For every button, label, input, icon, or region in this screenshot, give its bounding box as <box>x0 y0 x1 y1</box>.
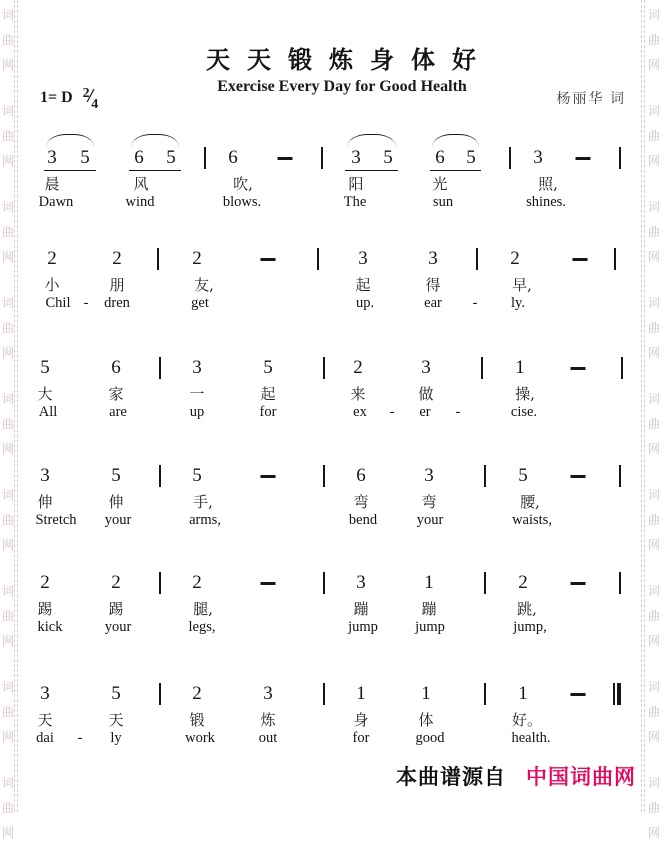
barline <box>481 357 483 379</box>
note-digit: 6 <box>228 147 238 168</box>
lyric-en: get <box>191 295 209 311</box>
barline <box>323 572 325 594</box>
note-digit: 1 <box>424 572 434 593</box>
note-digit: 2 <box>192 572 202 593</box>
note-digit: 3 <box>40 465 50 486</box>
note-digit: 1 <box>356 683 366 704</box>
lyric-en: up. <box>355 295 375 311</box>
duration-dash <box>261 258 276 261</box>
score-line <box>0 572 664 644</box>
score-line <box>0 465 664 537</box>
watermark-char: 曲 <box>647 225 660 239</box>
lyric-en: Chil <box>45 295 71 311</box>
watermark-char: 词 <box>647 296 660 310</box>
lyric-en: jump <box>348 619 378 635</box>
lyric-en: All <box>38 404 58 420</box>
watermark-char: 网 <box>1 730 14 744</box>
lyric-zh: 伸 <box>37 493 53 511</box>
barline <box>159 683 161 705</box>
lyric-en: blows. <box>222 194 262 210</box>
note-digit: 2 <box>353 357 363 378</box>
barline <box>323 357 325 379</box>
time-slash: / <box>87 85 94 107</box>
watermark-char: 词 <box>1 8 14 22</box>
watermark-char: 曲 <box>1 801 14 815</box>
lyric-en: are <box>109 404 127 420</box>
note-digit: 3 <box>47 147 57 168</box>
duration-dash <box>261 582 276 585</box>
eighth-beam <box>430 170 481 172</box>
lyric-en: for <box>352 730 370 746</box>
note-digit: 5 <box>383 147 393 168</box>
lyric-zh: 踢 <box>37 600 53 618</box>
watermark-char: 网 <box>647 154 660 168</box>
lyric-en: for <box>259 404 277 420</box>
final-barline-thick <box>617 683 621 705</box>
watermark-char: 词 <box>647 8 660 22</box>
lyric-zh: 锻 <box>189 711 205 729</box>
watermark-char: 曲 <box>1 33 14 47</box>
watermark-char: 词 <box>1 296 14 310</box>
footer <box>396 761 636 791</box>
watermark-char: 网 <box>647 634 660 648</box>
watermark-char: 词 <box>647 776 660 790</box>
eighth-beam <box>44 170 96 172</box>
watermark-char: 网 <box>647 250 660 264</box>
note-digit: 1 <box>515 357 525 378</box>
lyric-en: cise. <box>510 404 538 420</box>
watermark-char: 网 <box>647 826 660 840</box>
lyric-zh: 友, <box>194 276 214 294</box>
watermark-char: 网 <box>1 154 14 168</box>
lyric-zh: 吹, <box>233 175 253 193</box>
note-digit: 6 <box>435 147 445 168</box>
watermark-char: 曲 <box>1 705 14 719</box>
lyric-en: - <box>472 295 478 311</box>
lyric-zh: 操, <box>515 385 535 403</box>
lyric-en: shines. <box>526 194 566 210</box>
barline <box>159 572 161 594</box>
note-digit: 5 <box>518 465 528 486</box>
lyric-zh: 天 <box>37 711 53 729</box>
lyric-en: your <box>104 619 132 635</box>
lyric-en: wind <box>125 194 155 210</box>
lyricist-credit: 杨丽华 词 <box>556 92 626 107</box>
lyric-zh: 好。 <box>511 711 543 729</box>
lyric-en: Stretch <box>35 512 77 528</box>
lyric-en: bend <box>348 512 378 528</box>
lyric-zh: 得 <box>425 276 441 294</box>
lyric-en: jump, <box>513 619 547 635</box>
duration-dash <box>261 475 276 478</box>
note-digit: 5 <box>111 465 121 486</box>
score-line <box>0 248 664 320</box>
watermark-char: 曲 <box>1 225 14 239</box>
note-digit: 5 <box>40 357 50 378</box>
slur-arc <box>432 134 479 147</box>
note-digit: 2 <box>192 248 202 269</box>
note-digit: 2 <box>47 248 57 269</box>
lyric-zh: 小 <box>44 276 60 294</box>
barline <box>484 465 486 487</box>
note-digit: 3 <box>40 683 50 704</box>
lyric-zh: 阳 <box>348 175 364 193</box>
lyric-zh: 起 <box>260 385 276 403</box>
watermark-char: 曲 <box>1 609 14 623</box>
watermark-char: 曲 <box>647 33 660 47</box>
note-digit: 2 <box>112 248 122 269</box>
page-subtitle: Exercise Every Day for Good Health <box>217 78 467 95</box>
lyric-zh: 炼 <box>260 711 276 729</box>
lyric-en: up <box>189 404 205 420</box>
lyric-zh: 跳, <box>517 600 537 618</box>
note-digit: 5 <box>111 683 121 704</box>
lyric-en: ex <box>353 404 367 420</box>
note-digit: 3 <box>356 572 366 593</box>
note-digit: 2 <box>192 683 202 704</box>
watermark-char: 词 <box>1 584 14 598</box>
watermark-char: 词 <box>647 200 660 214</box>
watermark-char: 词 <box>1 680 14 694</box>
lyric-zh: 身 <box>353 711 369 729</box>
note-digit: 5 <box>166 147 176 168</box>
lyric-en: your <box>104 512 132 528</box>
watermark-char: 词 <box>647 488 660 502</box>
watermark-char: 网 <box>647 538 660 552</box>
duration-dash <box>571 367 586 370</box>
barline <box>323 683 325 705</box>
slur-arc <box>347 134 396 147</box>
watermark-char: 词 <box>1 200 14 214</box>
note-digit: 6 <box>356 465 366 486</box>
lyric-zh: 晨 <box>44 175 60 193</box>
watermark-char: 网 <box>1 250 14 264</box>
lyric-zh: 早, <box>512 276 532 294</box>
lyric-zh: 手, <box>193 493 213 511</box>
lyric-en: - <box>77 730 83 746</box>
note-digit: 3 <box>424 465 434 486</box>
watermark-char: 词 <box>647 392 660 406</box>
watermark-char: 词 <box>1 488 14 502</box>
note-digit: 1 <box>421 683 431 704</box>
lyric-zh: 体 <box>418 711 434 729</box>
lyric-en: ear <box>424 295 442 311</box>
watermark-char: 曲 <box>647 417 660 431</box>
watermark-char: 词 <box>647 680 660 694</box>
lyric-zh: 大 <box>37 385 53 403</box>
barline <box>619 147 621 169</box>
lyric-en: kick <box>37 619 63 635</box>
watermark-char: 曲 <box>647 321 660 335</box>
duration-dash <box>571 693 586 696</box>
lyric-zh: 光 <box>432 175 448 193</box>
score-line <box>0 357 664 429</box>
note-digit: 2 <box>40 572 50 593</box>
note-digit: 3 <box>358 248 368 269</box>
watermark-char: 曲 <box>647 513 660 527</box>
lyric-en: The <box>343 194 367 210</box>
barline <box>159 465 161 487</box>
note-digit: 6 <box>134 147 144 168</box>
barline <box>619 465 621 487</box>
note-digit: 2 <box>510 248 520 269</box>
barline <box>323 465 325 487</box>
duration-dash <box>278 157 293 160</box>
note-digit: 3 <box>428 248 438 269</box>
barline <box>619 572 621 594</box>
lyric-zh: 做 <box>418 385 434 403</box>
lyric-en: sun <box>432 194 454 210</box>
final-barline-thin <box>613 683 615 705</box>
watermark-char: 曲 <box>1 129 14 143</box>
score-line <box>0 147 664 219</box>
lyric-en: er <box>419 404 431 420</box>
note-digit: 3 <box>263 683 273 704</box>
lyric-en: ly. <box>511 295 525 311</box>
note-digit: 3 <box>421 357 431 378</box>
note-digit: 1 <box>518 683 528 704</box>
barline <box>621 357 623 379</box>
watermark-char: 网 <box>647 346 660 360</box>
barline <box>484 683 486 705</box>
duration-dash <box>576 157 591 160</box>
barline <box>614 248 616 270</box>
note-digit: 6 <box>111 357 121 378</box>
barline <box>509 147 511 169</box>
watermark-char: 词 <box>1 392 14 406</box>
lyric-zh: 腰, <box>520 493 540 511</box>
duration-dash <box>571 475 586 478</box>
watermark-char: 网 <box>647 442 660 456</box>
lyric-zh: 风 <box>133 175 149 193</box>
lyric-en: legs, <box>188 619 216 635</box>
barline <box>317 248 319 270</box>
watermark-char: 网 <box>1 634 14 648</box>
watermark-char: 词 <box>647 584 660 598</box>
watermark-char: 曲 <box>1 321 14 335</box>
lyric-zh: 弯 <box>353 493 369 511</box>
lyric-zh: 蹦 <box>353 600 369 618</box>
watermark-char: 曲 <box>1 417 14 431</box>
lyric-en: jump <box>415 619 445 635</box>
lyric-zh: 天 <box>108 711 124 729</box>
lyric-en: - <box>455 404 461 420</box>
watermark-char: 网 <box>1 538 14 552</box>
lyric-zh: 腿, <box>193 600 213 618</box>
lyric-zh: 蹦 <box>421 600 437 618</box>
key-note: 1= D <box>40 89 73 106</box>
note-digit: 5 <box>80 147 90 168</box>
note-digit: 2 <box>518 572 528 593</box>
lyric-en: Dawn <box>38 194 74 210</box>
barline <box>476 248 478 270</box>
lyric-zh: 一 <box>189 385 205 403</box>
watermark-char: 网 <box>1 826 14 840</box>
watermark-char: 曲 <box>647 609 660 623</box>
time-numerator: 2 <box>82 86 90 101</box>
lyric-zh: 来 <box>350 385 366 403</box>
watermark-char: 网 <box>1 442 14 456</box>
barline <box>484 572 486 594</box>
note-digit: 5 <box>263 357 273 378</box>
note-digit: 3 <box>533 147 543 168</box>
watermark-char: 曲 <box>1 513 14 527</box>
time-denominator: 4 <box>91 97 99 112</box>
note-digit: 3 <box>351 147 361 168</box>
lyric-en: work <box>185 730 215 746</box>
lyric-en: dren <box>104 295 130 311</box>
lyric-en: - <box>83 295 89 311</box>
lyric-zh: 伸 <box>108 493 124 511</box>
eighth-beam <box>129 170 181 172</box>
watermark-char: 网 <box>1 346 14 360</box>
page-title: 天 天 锻 炼 身 体 好 <box>206 48 478 74</box>
lyric-zh: 家 <box>108 385 124 403</box>
duration-dash <box>571 582 586 585</box>
lyric-zh: 弯 <box>421 493 437 511</box>
barline <box>159 357 161 379</box>
footer-site-name: 中国词曲网 <box>526 766 636 789</box>
lyric-en: good <box>415 730 445 746</box>
watermark-char: 词 <box>1 104 14 118</box>
lyric-en: waists, <box>512 512 552 528</box>
watermark-char: 曲 <box>647 705 660 719</box>
note-digit: 3 <box>192 357 202 378</box>
final-barline <box>613 683 621 705</box>
note-digit: 2 <box>111 572 121 593</box>
watermark-char: 网 <box>647 730 660 744</box>
score-line <box>0 683 664 755</box>
lyric-en: arms, <box>189 512 221 528</box>
lyric-zh: 朋 <box>109 276 125 294</box>
note-digit: 5 <box>466 147 476 168</box>
duration-dash <box>573 258 588 261</box>
watermark-char: 网 <box>647 58 660 72</box>
lyric-en: dai <box>36 730 54 746</box>
watermark-char: 曲 <box>647 129 660 143</box>
barline <box>204 147 206 169</box>
lyric-en: ly <box>110 730 122 746</box>
lyric-en: - <box>389 404 395 420</box>
watermark-char: 词 <box>1 776 14 790</box>
watermark-char: 网 <box>1 58 14 72</box>
footer-source-label: 本曲谱源自 <box>396 766 506 789</box>
lyric-zh: 照, <box>538 175 558 193</box>
watermark-char: 词 <box>647 104 660 118</box>
eighth-beam <box>345 170 398 172</box>
barline <box>321 147 323 169</box>
slur-arc <box>46 134 94 147</box>
lyric-zh: 踢 <box>108 600 124 618</box>
slur-arc <box>131 134 179 147</box>
note-digit: 5 <box>192 465 202 486</box>
lyric-en: out <box>258 730 278 746</box>
watermark-char: 曲 <box>647 801 660 815</box>
lyric-en: your <box>416 512 444 528</box>
lyric-zh: 起 <box>355 276 371 294</box>
lyric-en: health. <box>511 730 551 746</box>
barline <box>157 248 159 270</box>
